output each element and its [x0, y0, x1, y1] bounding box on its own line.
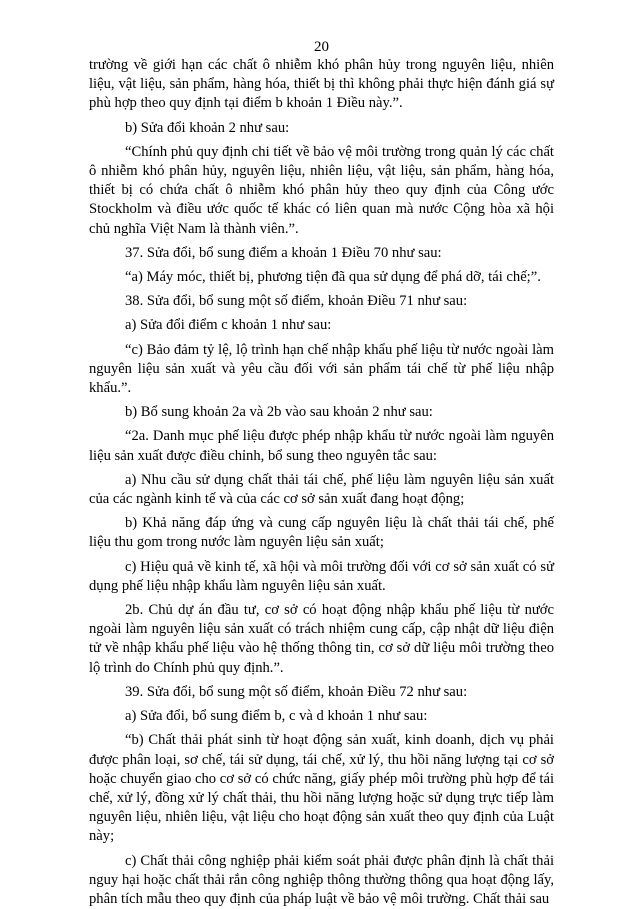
- paragraph-37-heading: 37. Sửa đổi, bổ sung điểm a khoản 1 Điều 70 như sau:: [125, 244, 442, 261]
- paragraph-38a-text: “c) Bảo đảm tỷ lệ, lộ trình hạn chế nhập khẩu phế liệu từ nước ngoài làm nguyên liệu sản xuất và yêu cầu đối với sản phẩm tái chế từ phế liệu nhập khẩu.”.: [89, 341, 554, 397]
- paragraph-continuation: trường về giới hạn các chất ô nhiễm khó phân hủy trong nguyên liệu, nhiên liệu, vật liệu, sản phẩm, hàng hóa, thiết bị thì không phải thực hiện đánh giá sự phù hợp theo quy định tại điểm b khoản 1 Điều này.”.: [89, 57, 554, 112]
- paragraph-2a-item-b: b) Khả năng đáp ứng và cung cấp nguyên liệu là chất thải tái chế, phế liệu thu gom trong nước làm nguyên liệu sản xuất;: [89, 515, 554, 551]
- paragraph-38a-heading: a) Sửa đổi điểm c khoản 1 như sau:: [125, 317, 332, 334]
- paragraph-2a-item-a: a) Nhu cầu sử dụng chất thải tái chế, phế liệu làm nguyên liệu sản xuất của các ngành kinh tế và của các cơ sở sản xuất đang hoạt động;: [89, 471, 554, 508]
- paragraph-2a-item-c: c) Hiệu quả về kinh tế, xã hội và môi trường đối với cơ sở sản xuất có sử dụng phế liệu nhập khẩu làm nguyên liệu sản xuất.: [89, 558, 554, 594]
- paragraph-37-text: “a) Máy móc, thiết bị, phương tiện đã qua sử dụng để phá dỡ, tái chế;”.: [125, 269, 541, 286]
- paragraph-39a-item-b: “b) Chất thải phát sinh từ hoạt động sản xuất, kinh doanh, dịch vụ phải được phân loại, sơ chế, tái sử dụng, tái chế, xử lý, thu hồi năng lượng tại cơ sở hoặc chuyển giao cho cơ sở có chức năng, giấy phép môi trường phù hợp để tái chế, xử lý, đồng xử lý chất thải, thu hồi năng lượng hoặc sử dụng trực tiếp làm nguyên liệu, nhiên liệu, vật liệu cho hoạt động sản xuất theo quy định của Luật này;: [89, 732, 554, 845]
- paragraph-38-heading: 38. Sửa đổi, bổ sung một số điểm, khoản Điều 71 như sau:: [125, 293, 468, 310]
- paragraph-39a-item-c: c) Chất thải công nghiệp phải kiểm soát phải được phân định là chất thải nguy hại hoặc chất thải rắn công nghiệp thông thường thông qua hoạt động lấy, phân tích mẫu theo quy định của pháp luật về bảo vệ môi trường. Chất thải sau: [89, 852, 554, 907]
- paragraph-39a-heading: a) Sửa đổi, bổ sung điểm b, c và d khoản 1 như sau:: [125, 708, 428, 725]
- paragraph-36b-heading: b) Sửa đổi khoản 2 như sau:: [125, 119, 290, 136]
- paragraph-36b-text: “Chính phủ quy định chi tiết về bảo vệ môi trường trong quản lý các chất ô nhiễm khó phân hủy, nguyên liệu, nhiên liệu, vật liệu, sản phẩm, hàng hóa, thiết bị có chứa chất ô nhiễm khó phân hủy theo quy định của Công ước Stockholm và điều ước quốc tế khác có liên quan mà nước Cộng hòa xã hội chủ nghĩa Việt Nam là thành viên.”.: [89, 143, 554, 237]
- paragraph-39-heading: 39. Sửa đổi, bổ sung một số điểm, khoản Điều 72 như sau:: [125, 683, 468, 700]
- paragraph-2b-text: 2b. Chủ dự án đầu tư, cơ sở có hoạt động nhập khẩu phế liệu từ nước ngoài làm nguyên liệu sản xuất có trách nhiệm cung cấp, cập nhật dữ liệu điện tử về nhập khẩu phế liệu vào hệ thống thông tin, cơ sở dữ liệu môi trường theo lộ trình do Chính phủ quy định.”.: [89, 602, 554, 676]
- document-body: [89, 56, 554, 909]
- page-number: 20: [314, 39, 329, 55]
- paragraph-38b-heading: b) Bổ sung khoản 2a và 2b vào sau khoản 2 như sau:: [125, 404, 433, 421]
- paragraph-2a-text: “2a. Danh mục phế liệu được phép nhập khẩu từ nước ngoài làm nguyên liệu sản xuất được điều chỉnh, bổ sung theo nguyên tắc sau:: [89, 428, 554, 464]
